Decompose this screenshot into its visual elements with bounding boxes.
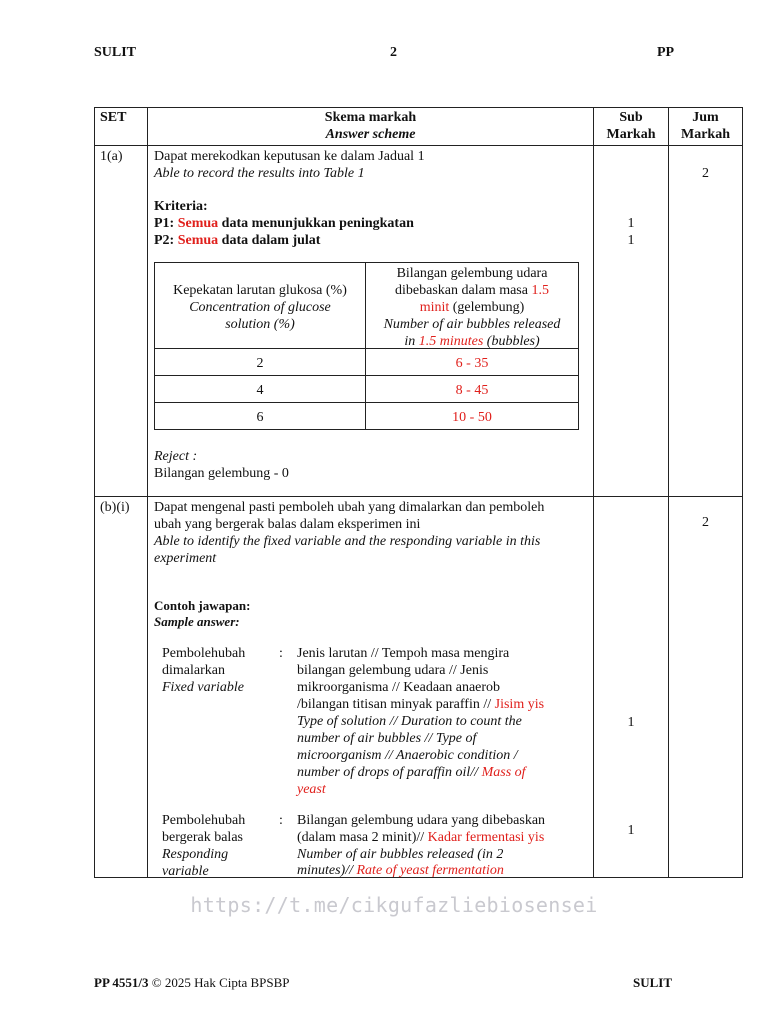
fixed-ms-4b: Jisim yis bbox=[494, 697, 545, 712]
results-col2-ms-2 bbox=[366, 282, 578, 299]
responding-label-3: Responding bbox=[162, 847, 229, 862]
results-table-row-rule-2 bbox=[154, 402, 579, 403]
q1bi-label: (b)(i) bbox=[100, 500, 130, 515]
footer-right: SULIT bbox=[633, 975, 673, 990]
page-number: 2 bbox=[390, 45, 397, 60]
responding-en-2 bbox=[297, 862, 504, 879]
q1bi-line-4: experiment bbox=[154, 551, 217, 566]
header-jum-1: Jum bbox=[692, 110, 719, 125]
results-table-top bbox=[154, 262, 579, 263]
results-row-2-bubbles: 8 - 45 bbox=[455, 383, 489, 398]
q1a-p1-prefix: P1: bbox=[154, 216, 178, 231]
fixed-en-4a: number of drops of paraffin oil// bbox=[297, 765, 482, 780]
results-col2-ms-2a: dibebaskan dalam masa bbox=[395, 283, 532, 298]
header-sub-2: Markah bbox=[606, 127, 656, 142]
q1a-reject-label: Reject : bbox=[154, 449, 198, 464]
results-col1-en-1: Concentration of glucose bbox=[189, 300, 331, 315]
results-col2-ms-1: Bilangan gelembung udara bbox=[396, 266, 548, 281]
responding-ms-1: Bilangan gelembung udara yang dibebaskan bbox=[297, 813, 546, 828]
fixed-mark: 1 bbox=[627, 715, 635, 730]
results-col2-ms-3 bbox=[366, 299, 578, 316]
results-col2-en-2a: in bbox=[404, 334, 419, 349]
results-col2-en-2 bbox=[366, 333, 578, 350]
q1a-label: 1(a) bbox=[100, 149, 123, 164]
results-col2-ms-3a: minit bbox=[419, 300, 450, 315]
fixed-en-2: number of air bubbles // Type of bbox=[297, 731, 477, 746]
header-jum-2: Markah bbox=[681, 127, 730, 142]
q1a-kriteria: Kriteria: bbox=[154, 199, 208, 214]
results-table-bottom bbox=[154, 429, 579, 430]
responding-en-1: Number of air bubbles released (in 2 bbox=[297, 847, 504, 862]
results-col1-ms: Kepekatan larutan glukosa (%) bbox=[173, 283, 347, 298]
table-border-top bbox=[94, 107, 743, 108]
q1a-jum-mark: 2 bbox=[702, 166, 709, 181]
responding-en-2a: minutes)// bbox=[297, 863, 357, 878]
fixed-ms-4a: /bilangan titisan minyak paraffin // bbox=[297, 697, 495, 712]
fixed-ms-3: mikroorganisma // Keadaan anaerob bbox=[297, 680, 501, 695]
footer-left bbox=[94, 975, 290, 991]
q1a-p2-rest: data dalam julat bbox=[218, 233, 321, 248]
q1a-p2-prefix: P2: bbox=[154, 233, 178, 248]
table-border-right bbox=[742, 107, 743, 878]
header-scheme-en: Answer scheme bbox=[325, 127, 416, 142]
fixed-en-4 bbox=[297, 764, 526, 781]
q1bi-jum-mark: 2 bbox=[702, 515, 709, 530]
table-row-rule bbox=[94, 496, 743, 497]
fixed-label-3: Fixed variable bbox=[162, 680, 245, 695]
responding-label-2: bergerak balas bbox=[162, 830, 243, 845]
results-col1-en-2: solution (%) bbox=[225, 317, 295, 332]
fixed-ms-2: bilangan gelembung udara // Jenis bbox=[297, 663, 489, 678]
header-sub-1: Sub bbox=[619, 110, 643, 125]
q1a-sub-mark-1: 1 bbox=[627, 216, 635, 231]
q1a-p1-red: Semua bbox=[177, 216, 219, 231]
responding-ms-2a: (dalam masa 2 minit)// bbox=[297, 830, 428, 845]
results-row-1-bubbles: 6 - 35 bbox=[455, 356, 489, 371]
responding-mark: 1 bbox=[627, 823, 635, 838]
results-col2-ms-2b: 1.5 bbox=[531, 283, 549, 298]
results-row-3-bubbles: 10 - 50 bbox=[452, 410, 492, 425]
q1bi-contoh: Contoh jawapan: bbox=[154, 598, 251, 613]
responding-label-4: variable bbox=[162, 864, 209, 879]
q1a-reject-text: Bilangan gelembung - 0 bbox=[154, 466, 289, 481]
q1bi-sample: Sample answer: bbox=[154, 614, 240, 629]
responding-ms-2b: Kadar fermentasi yis bbox=[427, 830, 545, 845]
fixed-label-1: Pembolehubah bbox=[162, 646, 246, 661]
header-right: PP bbox=[657, 45, 675, 60]
footer-code: PP 4551/3 bbox=[94, 975, 149, 990]
q1bi-line-3: Able to identify the fixed variable and the responding variable in this bbox=[154, 534, 541, 549]
results-col2-en-2b: 1.5 minutes bbox=[418, 334, 484, 349]
q1a-p2-red: Semua bbox=[177, 233, 219, 248]
results-row-3-conc: 6 bbox=[256, 410, 264, 425]
responding-ms-2 bbox=[297, 829, 544, 846]
fixed-en-4b: Mass of bbox=[481, 765, 526, 780]
table-border-left bbox=[94, 107, 95, 878]
q1a-line-en: Able to record the results into Table 1 bbox=[154, 166, 365, 181]
fixed-en-3: microorganism // Anaerobic condition / bbox=[297, 748, 518, 763]
results-col2-ms-3b: (gelembung) bbox=[449, 300, 525, 315]
footer-copyright: © 2025 Hak Cipta BPSBP bbox=[148, 975, 290, 990]
watermark-link: https://t.me/cikgufazliebiosensei bbox=[190, 893, 598, 917]
table-col-rule-1 bbox=[147, 107, 148, 878]
results-col2-en-1: Number of air bubbles released bbox=[383, 317, 561, 332]
q1a-p1-rest: data menunjukkan peningkatan bbox=[218, 216, 414, 231]
fixed-ms-4 bbox=[297, 696, 544, 713]
results-row-2-conc: 4 bbox=[256, 383, 264, 398]
q1bi-line-2: ubah yang bergerak balas dalam eksperimen ini bbox=[154, 517, 421, 532]
fixed-en-1: Type of solution // Duration to count the bbox=[297, 714, 522, 729]
results-table-right bbox=[578, 262, 579, 430]
results-col2-en-2c: (bubbles) bbox=[483, 334, 540, 349]
fixed-en-5: yeast bbox=[297, 782, 326, 797]
q1a-sub-mark-2: 1 bbox=[627, 233, 635, 248]
table-col-rule-3 bbox=[668, 107, 669, 878]
fixed-ms-1: Jenis larutan // Tempoh masa mengira bbox=[297, 646, 510, 661]
q1a-p2 bbox=[154, 232, 320, 249]
results-row-1-conc: 2 bbox=[256, 356, 264, 371]
header-set: SET bbox=[100, 110, 127, 125]
responding-label-1: Pembolehubah bbox=[162, 813, 246, 828]
fixed-label-2: dimalarkan bbox=[162, 663, 225, 678]
results-table-row-rule-1 bbox=[154, 375, 579, 376]
q1bi-line-1: Dapat mengenal pasti pemboleh ubah yang dimalarkan dan pemboleh bbox=[154, 500, 545, 515]
responding-en-2b: Rate of yeast fermentation bbox=[356, 863, 504, 878]
q1a-p1 bbox=[154, 215, 414, 232]
header-scheme-ms: Skema markah bbox=[324, 110, 417, 125]
header-left: SULIT bbox=[94, 45, 137, 60]
fixed-colon: : bbox=[279, 646, 283, 661]
responding-colon: : bbox=[279, 813, 283, 828]
table-header-rule bbox=[94, 145, 743, 146]
q1a-line-ms: Dapat merekodkan keputusan ke dalam Jadual 1 bbox=[154, 149, 425, 164]
